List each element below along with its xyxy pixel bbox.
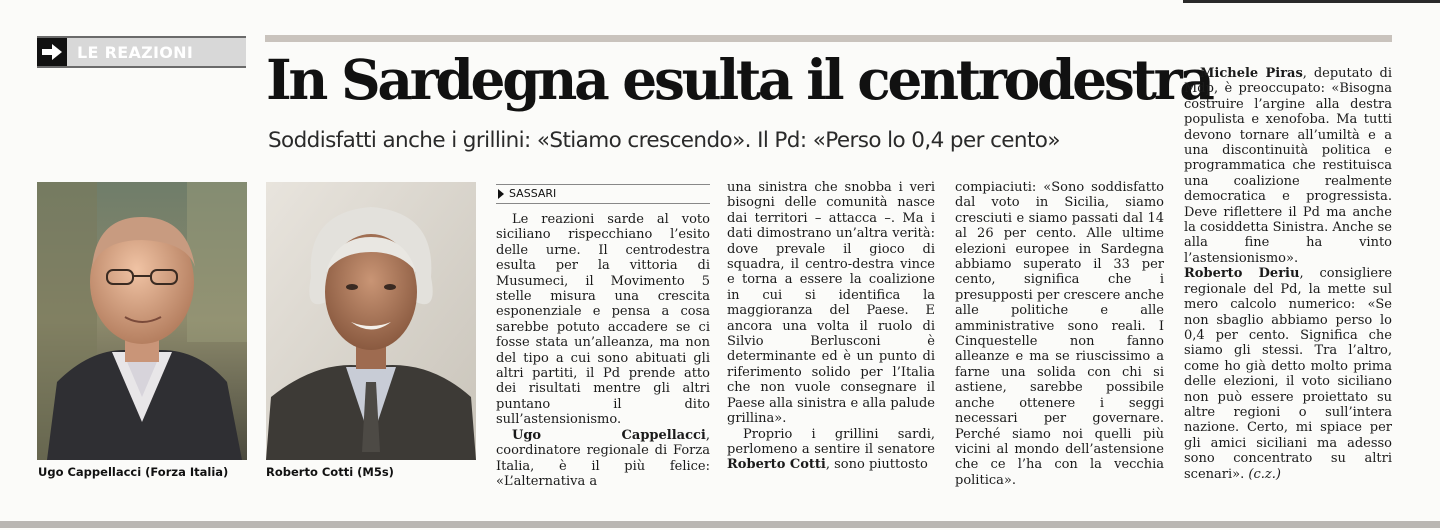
bottom-rule: [0, 521, 1440, 528]
dateline-marker-icon: [498, 189, 504, 199]
paragraph: [1184, 66, 1392, 266]
paragraph-text: Proprio i grillini sardi, perlomeno a sentire il senatore: [727, 426, 935, 457]
article-column-1: [496, 212, 710, 489]
author-initials: (c.z.): [1248, 466, 1281, 482]
right-arrow-icon: [37, 38, 67, 66]
section-header: [37, 36, 246, 68]
photo-roberto-cotti: [266, 182, 476, 460]
person-name: Roberto Cotti: [727, 457, 826, 473]
article-column-4: [1184, 66, 1392, 482]
title-rule: [265, 35, 1392, 42]
photo-caption-cappellacci: Ugo Cappellacci (Forza Italia): [38, 465, 229, 479]
paragraph-text: , deputato di Mdp, è preoccupato: «Bisogna costruire l’argine alla destra populista e xenofoba. Ma tutti devono tornare all’umiltà e a una discontinuità politica e programmatica che restituisca una coalizione realmente democratica e progressista. Deve riflettere il Pd ma anche la cosiddetta Sinistra. Anche se alla fine ha vinto l’astensionismo».: [1184, 66, 1392, 266]
dateline-text: SASSARI: [509, 187, 557, 200]
subheadline: Soddisfatti anche i grillini: «Stiamo crescendo». Il Pd: «Perso lo 0,4 per cento»: [268, 128, 1060, 153]
article-column-2: [727, 180, 935, 473]
paragraph: [496, 428, 710, 490]
person-name: Michele Piras: [1200, 66, 1303, 81]
paragraph: [727, 427, 935, 473]
paragraph: [1184, 266, 1392, 482]
dateline: [496, 184, 710, 204]
paragraph-text: , consigliere regionale del Pd, la mette sul mero calcolo numerico: «Se non sbaglio abbiamo perso lo 0,4 per cento. Significa che siamo gli stessi. Tra l’altro, come ho già detto molto prima delle elezioni, il voto siciliano non può essere proiettato su altre regioni o sull’intera nazione. Certo, mi spiace per gli amici siciliani ma adesso sono concentrato su altri scenari».: [1184, 266, 1393, 482]
article-column-3: [955, 180, 1164, 488]
person-name: Roberto Deriu: [1184, 266, 1300, 282]
paragraph: Le reazioni sarde al voto siciliano rispecchiano l’esito delle urne. Il centrodestra esulta per la vittoria di Musumeci, il Movimento 5 stelle misura una crescita esponenziale e pensa a cosa sarebbe potuto accadere se ci fosse stata un’alleanza, ma non del tipo a cui sono abituati gli altri partiti, il Pd prende atto dei risultati mentre gli altri puntano il dito sull’astensionismo.: [496, 212, 710, 428]
paragraph-text: , sono piuttosto: [825, 457, 928, 473]
section-label: LE REAZIONI: [67, 38, 246, 66]
paragraph: compiaciuti: «Sono soddisfatto dal voto in Sicilia, siamo cresciuti e siamo passati dal 14 al 26 per cento. Alle ultime elezioni europee in Sardegna abbiamo superato il 33 per cento, significa che i presupposti per crescere anche alle politiche e alle amministrative sono reali. I Cinquestelle non fanno alleanze e ma se riuscissimo a farne una solida con chi si astiene, sarebbe possibile anche ottenere i seggi necessari per governare. Perché siamo noi quelli più vicini al mondo dell’astensione che ce l’ha con la vecchia politica».: [955, 180, 1164, 488]
paragraph: una sinistra che snobba i veri bisogni delle comunità nasce dai territori – attacca –. Ma i dati dimostrano un’altra verità: dove prevale il gioco di squadra, il centro-destra vince e torna a essere la coalizione in cui si identifica la maggioranza del Paese. E ancora una volta il ruolo di Silvio Berlusconi è determinante ed è un punto di riferimento solido per l’Italia che non vuole consegnare il Paese alla sinistra e alla palude grillina».: [727, 180, 935, 427]
person-name: Ugo Cappellacci: [512, 427, 706, 443]
photo-ugo-cappellacci: [37, 182, 247, 460]
photo-caption-cotti: Roberto Cotti (M5s): [266, 465, 394, 479]
paragraph-text: , coordinatore regionale di Forza Italia, è il più felice: «L’alternativa a: [496, 427, 710, 489]
top-rule: [1183, 0, 1440, 3]
headline: In Sardegna esulta il centrodestra: [266, 47, 1212, 112]
